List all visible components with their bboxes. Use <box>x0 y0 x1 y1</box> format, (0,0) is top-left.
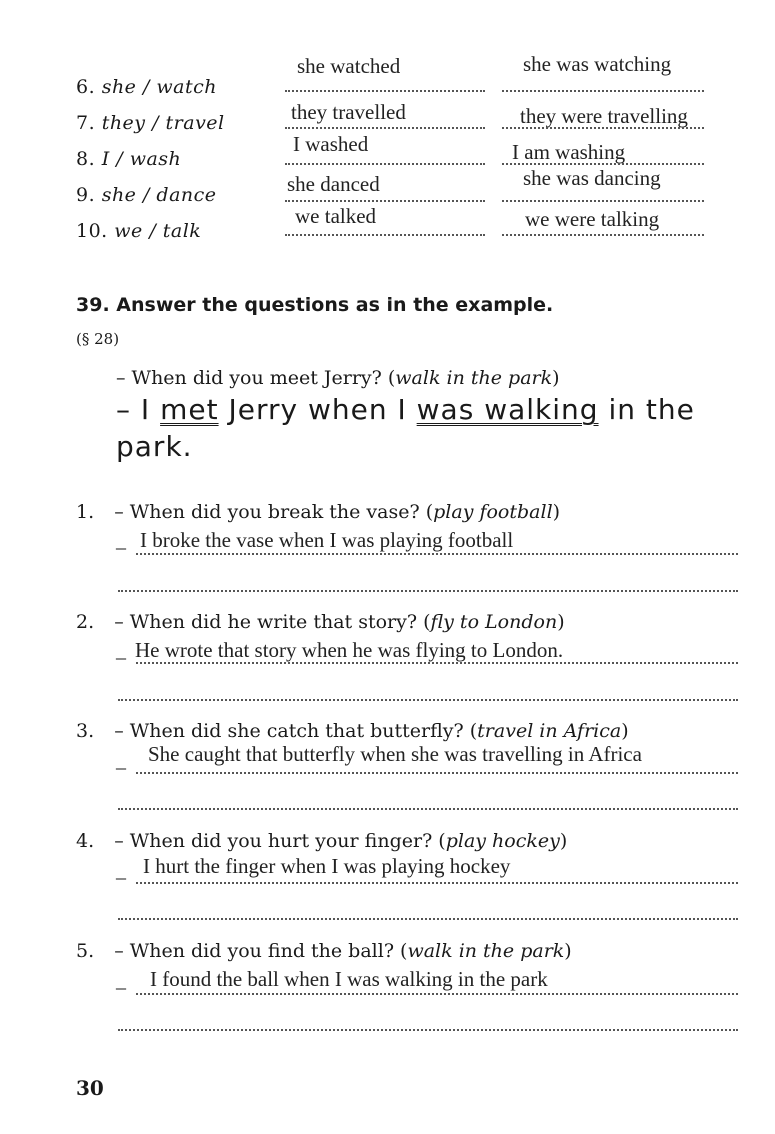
answer-line <box>502 90 704 92</box>
answer-line <box>136 882 738 884</box>
answer-dash: _ <box>116 750 126 772</box>
question-number: 2. <box>76 611 95 633</box>
answer-line <box>136 772 738 774</box>
answer-line <box>285 200 485 202</box>
question-item: 1. – When did you break the vase? (play football) <box>76 501 561 523</box>
past-simple-answer: she watched <box>297 54 401 78</box>
question-number: 3. <box>76 720 95 742</box>
answer-line <box>502 234 704 236</box>
grammar-reference: (§ 28) <box>76 330 120 348</box>
question-item: 4. – When did you hurt your finger? (play hockey) <box>76 830 568 852</box>
written-answer: I broke the vase when I was playing football <box>140 528 514 552</box>
question-text: – When did you hurt your finger? <box>114 830 433 852</box>
answer-line <box>285 163 485 165</box>
answer-line <box>502 163 704 165</box>
row-verb: wash <box>129 148 182 170</box>
answer-dash: _ <box>116 640 126 662</box>
past-continuous-answer: they were travelling <box>520 104 688 128</box>
row-verb: talk <box>162 220 202 242</box>
question-cue: fly to London <box>430 611 558 633</box>
answer-line <box>502 200 704 202</box>
past-continuous-answer: she was dancing <box>523 166 661 190</box>
question-number: 4. <box>76 830 95 852</box>
row-number: 6. <box>76 76 96 98</box>
example-underlined-verb: met <box>160 393 219 426</box>
answer-dash: _ <box>116 970 126 992</box>
exercise-instruction: Answer the questions as in the example. <box>116 294 554 316</box>
row-subject: I <box>101 148 110 170</box>
example-answer-line1 <box>116 393 695 426</box>
example-underlined-verb: was walking <box>416 393 599 426</box>
question-text: – When did you break the vase? <box>114 501 420 523</box>
row-verb: watch <box>156 76 218 98</box>
question-number: 5. <box>76 940 95 962</box>
row-number: 10. <box>76 220 108 242</box>
example-words: Jerry when I <box>228 393 407 426</box>
example-dash: – <box>116 393 131 426</box>
question-text: – When did you find the ball? <box>114 940 395 962</box>
past-continuous-answer: I am washing <box>512 140 626 164</box>
row-subject: we <box>114 220 143 242</box>
row-subject: she <box>101 76 137 98</box>
example-question-text: – When did you meet Jerry? <box>116 367 382 389</box>
example-words: in the <box>608 393 695 426</box>
example-cue: walk in the park <box>395 367 553 389</box>
table-row: 6. she / watch <box>76 76 218 98</box>
row-number: 9. <box>76 184 96 206</box>
table-row: 10. we / talk <box>76 220 202 242</box>
example-word: I <box>140 393 151 426</box>
answer-line <box>118 918 738 920</box>
page-number: 30 <box>76 1076 104 1100</box>
table-row: 9. she / dance <box>76 184 217 206</box>
answer-line <box>118 699 738 701</box>
question-item: 2. – When did he write that story? (fly to London) <box>76 611 565 633</box>
written-answer: She caught that butterfly when she was travelling in Africa <box>148 742 642 766</box>
question-cue: walk in the park <box>407 940 565 962</box>
answer-line <box>285 90 485 92</box>
written-answer: I found the ball when I was walking in the park <box>150 967 548 991</box>
question-item: 5. – When did you find the ball? (walk in the park) <box>76 940 572 962</box>
answer-line <box>118 808 738 810</box>
example-answer-line2: park. <box>116 430 193 463</box>
question-number: 1. <box>76 501 95 523</box>
row-verb: dance <box>156 184 217 206</box>
row-number: 7. <box>76 112 96 134</box>
written-answer: I hurt the finger when I was playing hockey <box>143 854 511 878</box>
row-number: 8. <box>76 148 96 170</box>
answer-line <box>502 127 704 129</box>
example-question: – When did you meet Jerry? (walk in the park) <box>116 367 560 389</box>
table-row: 8. I / wash <box>76 148 182 170</box>
past-simple-answer: we talked <box>295 204 377 228</box>
past-simple-answer: they travelled <box>291 100 406 124</box>
question-cue: play hockey <box>445 830 560 852</box>
exercise-heading <box>76 294 553 316</box>
past-continuous-answer: she was watching <box>523 52 672 76</box>
row-subject: they <box>101 112 146 134</box>
answer-line <box>136 662 738 664</box>
answer-line <box>285 127 485 129</box>
answer-dash: _ <box>116 530 126 552</box>
exercise-number: 39. <box>76 294 110 316</box>
past-continuous-answer: we were talking <box>525 207 660 231</box>
past-simple-answer: I washed <box>293 132 369 156</box>
question-cue: play football <box>433 501 553 523</box>
answer-line <box>118 1029 738 1031</box>
row-subject: she <box>101 184 137 206</box>
answer-line <box>285 234 485 236</box>
answer-line <box>136 553 738 555</box>
written-answer: He wrote that story when he was flying to London. <box>135 638 564 662</box>
answer-line <box>118 590 738 592</box>
question-item: 3. – When did she catch that butterfly? (travel in Africa) <box>76 720 629 742</box>
question-cue: travel in Africa <box>477 720 622 742</box>
answer-dash: _ <box>116 860 126 882</box>
table-row: 7. they / travel <box>76 112 225 134</box>
question-text: – When did he write that story? <box>114 611 418 633</box>
question-text: – When did she catch that butterfly? <box>114 720 464 742</box>
answer-line <box>136 993 738 995</box>
row-verb: travel <box>165 112 225 134</box>
past-simple-answer: she danced <box>287 172 380 196</box>
